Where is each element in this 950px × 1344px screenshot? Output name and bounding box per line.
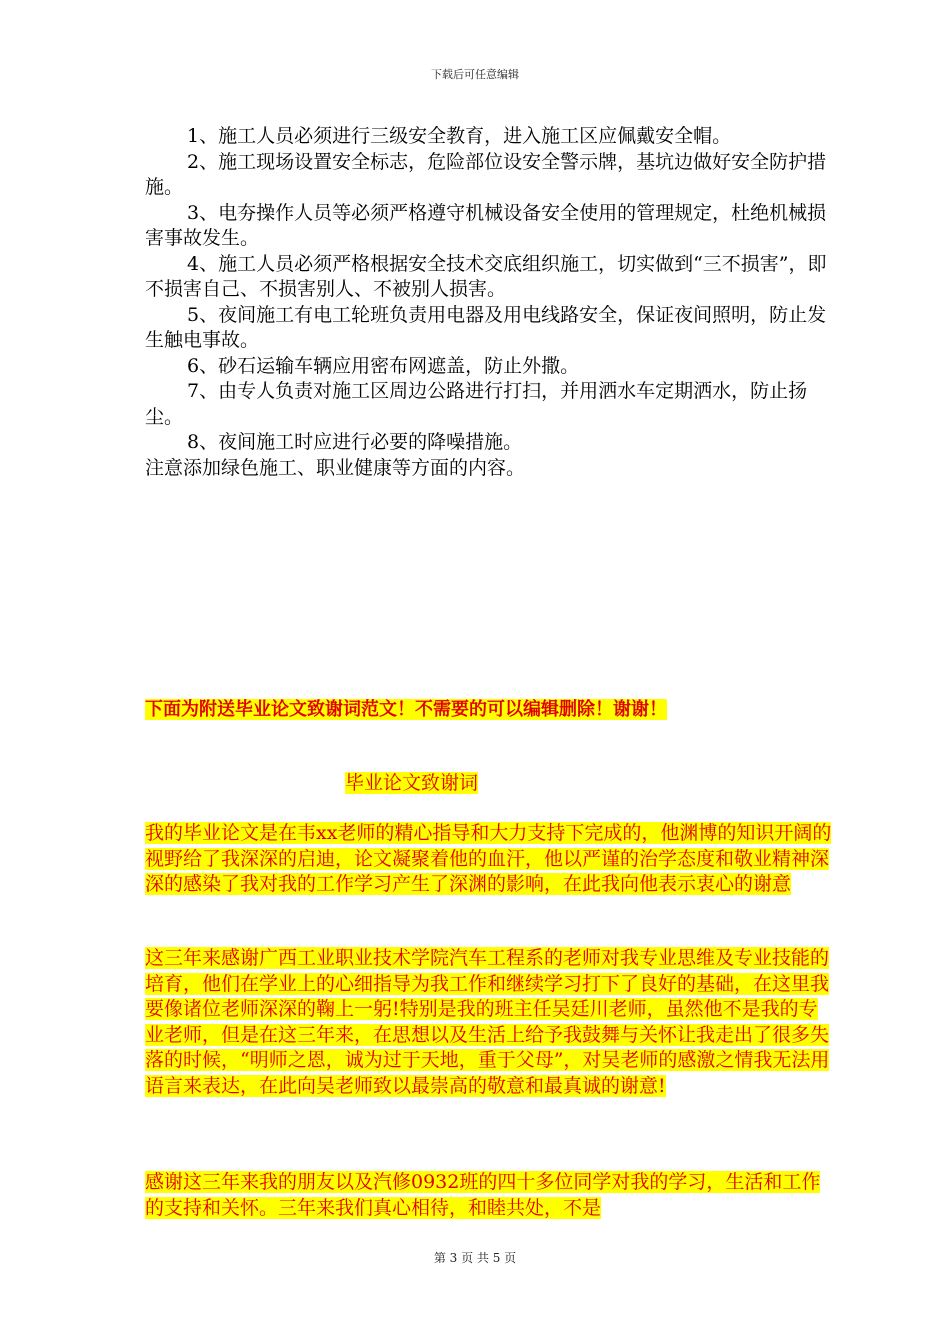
ack-title [345, 770, 478, 796]
ack-title-text: 毕业论文致谢词 [345, 772, 479, 794]
safety-item-7: 7、由专人负责对施工区周边公路进行打扫，并用洒水车定期洒水，防止扬尘。 [145, 380, 808, 428]
ack-paragraph-1 [145, 821, 835, 898]
safety-item-5: 5、夜间施工有电工轮班负责用电器及用电线路安全，保证夜间照明，防止发生触电事故。 [145, 303, 827, 351]
ack-paragraph-3 [145, 1170, 835, 1221]
bonus-notice-text: 下面为附送毕业论文致谢词范文！不需要的可以编辑删除！谢谢！ [145, 699, 667, 720]
page-footer: 第 3 页 共 5 页 [433, 1251, 517, 1265]
ack-paragraph-2-text: 这三年来感谢广西工业职业技术学院汽车工程系的老师对我专业思维及专业技能的培育，他们在学业上的心细指导为我工作和继续学习打下了良好的基础，在这里我要像诸位老师深深的鞠上一躬!特别是我的班主任吴廷川老师，虽然他不是我的专业老师，但是在这三年来，在思想以及生活上给予我鼓舞与关怀让我走出了很多失落的时候，“明师之恩，诚为过于天地，重于父母”，对吴老师的感激之情我无法用语言来表达，在此向吴老师致以最崇高的敬意和最真诚的谢意! [145, 947, 830, 1097]
safety-measures-section [145, 124, 835, 481]
safety-item-4: 4、施工人员必须严格根据安全技术交底组织施工，切实做到“三不损害”，即不损害自己、不损害别人、不被别人损害。 [145, 252, 827, 300]
safety-item-6: 6、砂石运输车辆应用密布网遮盖，防止外撒。 [187, 354, 580, 377]
safety-item-8: 8、夜间施工时应进行必要的降噪措施。 [187, 431, 523, 453]
safety-item-1: 1、施工人员必须进行三级安全教育，进入施工区应佩戴安全帽。 [187, 125, 732, 147]
bonus-notice [145, 697, 835, 723]
safety-item-2: 2、施工现场设置安全标志，危险部位设安全警示牌，基坑边做好安全防护措施。 [145, 150, 827, 198]
green-construction-note: 注意添加绿色施工、职业健康等方面的内容。 [145, 456, 526, 479]
ack-paragraph-1-text: 我的毕业论文是在韦xx老师的精心指导和大力支持下完成的，他渊博的知识开阔的视野给了我深深的启迪，论文凝聚着他的血汗，他以严谨的治学态度和敬业精神深深的感染了我对我的工作学习产生了深渊的影响，在此我向他表示衷心的谢意 [145, 822, 832, 895]
safety-item-3: 3、电夯操作人员等必须严格遵守机械设备安全使用的管理规定，杜绝机械损害事故发生。 [145, 201, 827, 249]
page-header: 下载后可任意编辑 [431, 68, 519, 81]
ack-paragraph-2 [145, 946, 835, 1099]
ack-paragraph-3-text: 感谢这三年来我的朋友以及汽修0932班的四十多位同学对我的学习，生活和工作的支持和关怀。三年来我们真心相待，和睦共处，不是 [145, 1171, 821, 1219]
